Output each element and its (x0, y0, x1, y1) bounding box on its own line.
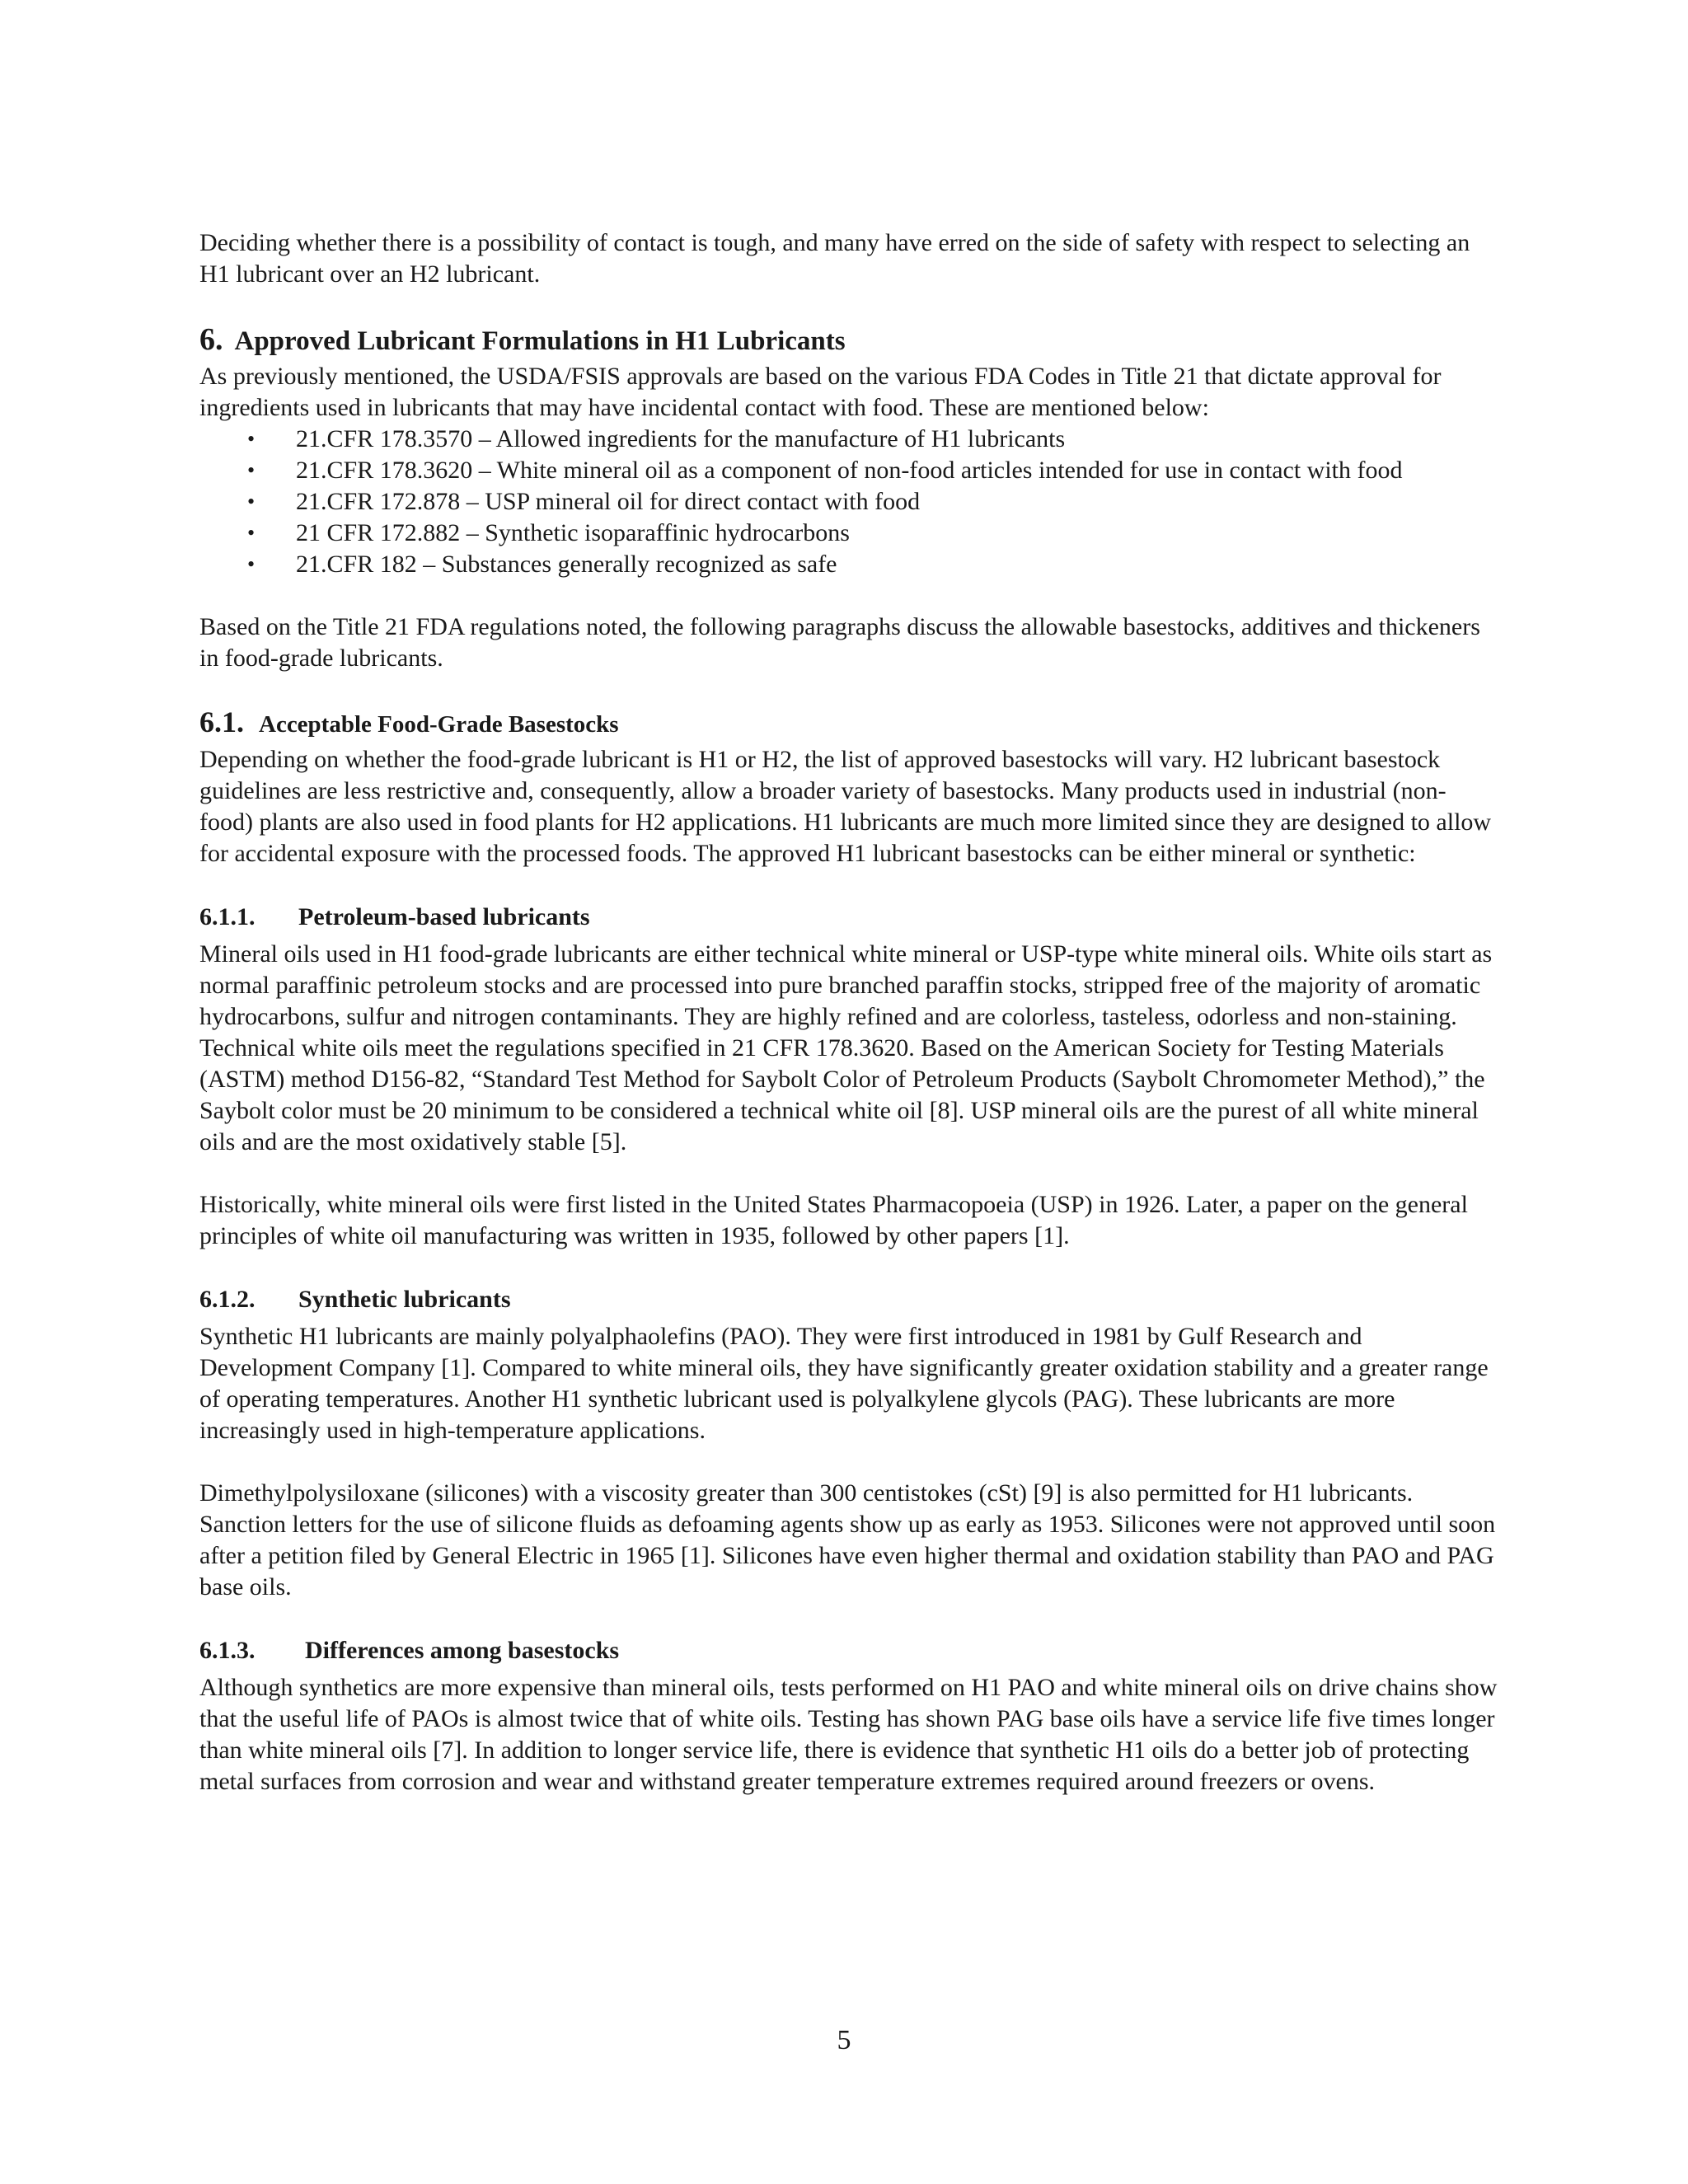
section-6-1-3-title: Differences among basestocks (305, 1637, 620, 1664)
section-6-1-3-paragraph-1: Although synthetics are more expensive than mineral oils, tests performed on H1 PAO and white mineral oils on drive chains show that the useful life of PAOs is almost twice that of white oils. Testing has shown PAG base oils have a service life five times longer than white mineral oils [7]. In addition to longer service life, there is evidence that synthetic H1 oils do a better job of protecting metal surfaces from corrosion and wear and withstand greater temperature extremes required around freezers or ovens. (199, 1674, 1498, 1795)
section-6-1-1-paragraph-2: Historically, white mineral oils were first listed in the United States Pharmacopoeia (USP) in 1926. Later, a paper on the general principles of white oil manufacturing was written in 1935, followed by other papers [1]. (199, 1191, 1468, 1249)
list-item (199, 549, 1498, 580)
section-6-1-1-number: 6.1.1. (199, 903, 256, 930)
section-6-intro: As previously mentioned, the USDA/FSIS approvals are based on the various FDA Codes in Title 21 that dictate approval for ingredients used in lubricants that may have incidental contact with food. These are mentioned below: (199, 363, 1442, 421)
section-6-1-2-number: 6.1.2. (199, 1286, 256, 1313)
section-6-1-1-paragraph-1: Mineral oils used in H1 food-grade lubricants are either technical white mineral or USP-type white mineral oils. White oils start as normal paraffinic petroleum stocks and are processed into pure branched paraffin stocks, stripped free of the majority of aromatic hydrocarbons, sulfur and nitrogen contaminants. They are highly refined and are colorless, tasteless, odorless and non-staining. Technical white oils meet the regulations specified in 21 CFR 178.3620. Based on the American Society for Testing Materials (ASTM) method D156-82, “Standard Test Method for Saybolt Color of Petroleum Products (Saybolt Chromometer Method),” the Saybolt color must be 20 minimum to be considered a technical white oil [8]. USP mineral oils are the purest of all white mineral oils and are the most oxidatively stable [5]. (199, 940, 1493, 1155)
page-content (199, 227, 1498, 1829)
section-6-1-number: 6.1. (199, 705, 244, 738)
section-6-1-title: Acceptable Food-Grade Basestocks (259, 711, 619, 738)
section-6-number: 6. (199, 322, 223, 357)
cfr-bullet-list (199, 424, 1498, 580)
bullet-icon: • (247, 552, 256, 576)
list-item-text: 21.CFR 182 – Substances generally recognized as safe (296, 551, 837, 578)
bullet-icon: • (247, 458, 256, 482)
section-6-1-3-heading (199, 1634, 1498, 1667)
bullet-icon: • (247, 427, 256, 451)
section-6-title: Approved Lubricant Formulations in H1 Lubricants (234, 326, 846, 356)
list-item (199, 424, 1498, 455)
section-6-1-1-title: Petroleum-based lubricants (298, 903, 590, 930)
list-item (199, 518, 1498, 549)
intro-paragraph: Deciding whether there is a possibility of contact is tough, and many have erred on the side of safety with respect to selecting an H1 lubricant over an H2 lubricant. (199, 229, 1470, 288)
section-6-1-2-heading (199, 1283, 1498, 1316)
list-item-text: 21.CFR 172.878 – USP mineral oil for direct contact with food (296, 488, 921, 515)
list-item-text: 21.CFR 178.3570 – Allowed ingredients for the manufacture of H1 lubricants (296, 425, 1066, 452)
page-number: 5 (837, 2025, 851, 2055)
list-item (199, 486, 1498, 518)
section-6-outro: Based on the Title 21 FDA regulations noted, the following paragraphs discuss the allowable basestocks, additives and thickeners in food-grade lubricants. (199, 613, 1480, 672)
section-6-1-1-heading (199, 901, 1498, 934)
section-6-1-2-paragraph-1: Synthetic H1 lubricants are mainly polyalphaolefins (PAO). They were first introduced in 1981 by Gulf Research and Development Company [1]. Compared to white mineral oils, they have significantly greater oxidation stability and a greater range of operating temperatures. Another H1 synthetic lubricant used is polyalkylene glycols (PAG). These lubricants are more increasingly used in high-temperature applications. (199, 1323, 1489, 1444)
section-6-1-3-number: 6.1.3. (199, 1637, 256, 1664)
section-6-1-body: Depending on whether the food-grade lubricant is H1 or H2, the list of approved basestocks will vary. H2 lubricant basestock guidelines are less restrictive and, consequently, allow a broader variety of basestocks. Many products used in industrial (non-food) plants are also used in food plants for H2 applications. H1 lubricants are much more limited since they are designed to allow for accidental exposure with the processed foods. The approved H1 lubricant basestocks can be either mineral or synthetic: (199, 746, 1492, 867)
section-6-1-2-title: Synthetic lubricants (298, 1286, 511, 1313)
list-item (199, 455, 1498, 486)
bullet-icon: • (247, 490, 256, 513)
list-item-text: 21 CFR 172.882 – Synthetic isoparaffinic hydrocarbons (296, 519, 850, 546)
list-item-text: 21.CFR 178.3620 – White mineral oil as a component of non-food articles intended for use in contact with food (296, 457, 1403, 484)
section-6-1-2-paragraph-2: Dimethylpolysiloxane (silicones) with a viscosity greater than 300 centistokes (cSt) [9] is also permitted for H1 lubricants. Sanction letters for the use of silicone fluids as defoaming agents show up as early as 1953. Silicones were not approved until soon after a petition filed by General Electric in 1965 [1]. Silicones have even higher thermal and oxidation stability than PAO and PAG base oils. (199, 1479, 1496, 1601)
bullet-icon: • (247, 521, 256, 545)
section-6-1-heading (199, 705, 1498, 741)
section-6-heading (199, 321, 1498, 359)
